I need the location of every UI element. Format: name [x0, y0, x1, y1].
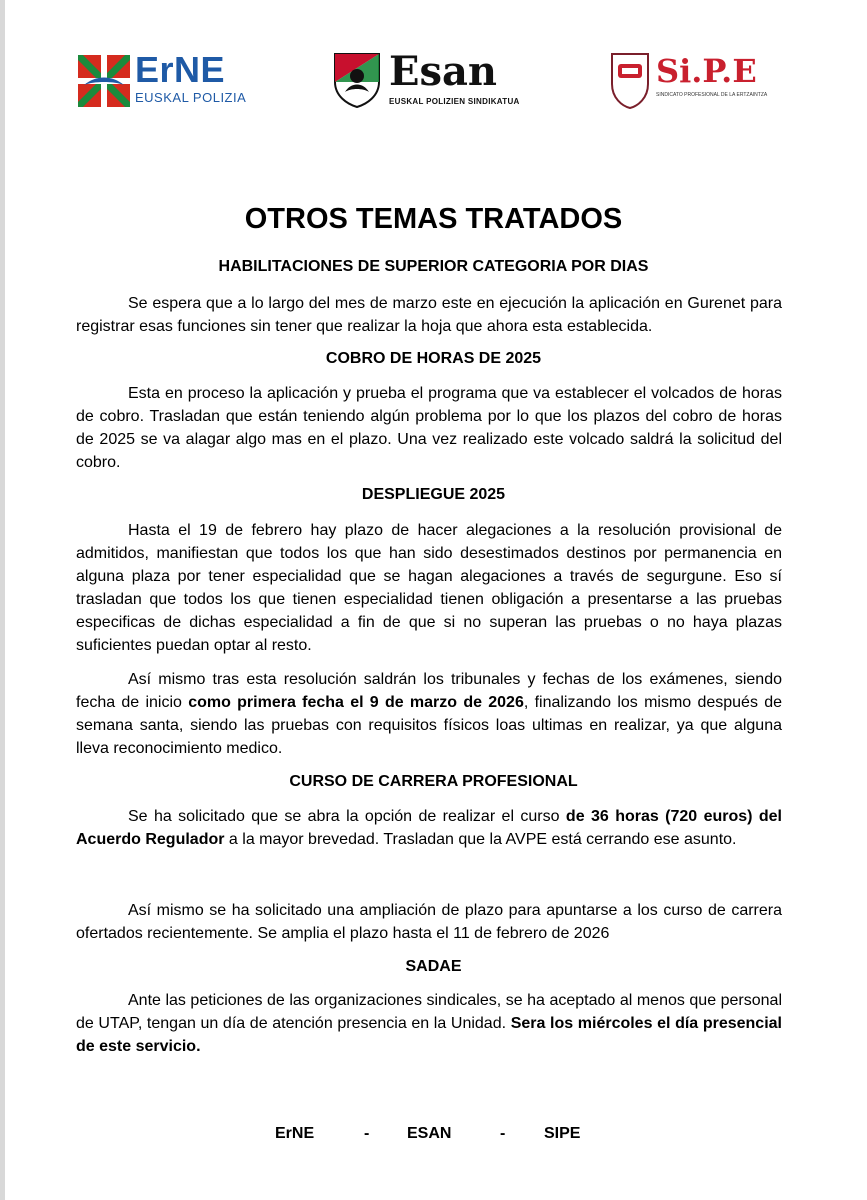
erne-logo: [78, 49, 247, 110]
paragraph: Hasta el 19 de febrero hay plazo de hacer alegaciones a la resolución provisional de admitidos, manifiestan que todos los que han sido desestimados destinos por permanencia en alguna plaza por tener especialidad que se hagan alegaciones a través de segurgune. Eso sí trasladan que todos los que tienen especialidad tienen obligación a presentarse a las pruebas especificas de dichas especialidad a fin de que si no superan las pruebas o no haya plazas suficientes puedan optar al resto.: [76, 522, 782, 654]
erne-logo-text: ErNE: [135, 49, 226, 90]
section-heading-cobro-horas: COBRO DE HORAS DE 2025: [325, 350, 542, 367]
sipe-logo-text: Si.P.E: [656, 52, 757, 90]
paragraph: Así mismo se ha solicitado una ampliación de plazo para apuntarse a los curso de carrera ofertados recientemente. Se amplia el plazo hasta el 11 de febrero de 2026: [76, 902, 782, 942]
footer-org-erne: ErNE: [275, 1125, 315, 1142]
paragraph: [76, 989, 782, 1058]
paragraph: [76, 668, 782, 760]
paragraph-text: , finalizando los mismo después de semana santa, siendo las pruebas con requisitos físicos loas ultimas en realizar, ya que alguna lleva reconocimiento medico.: [76, 694, 783, 757]
highlighted-day: Sera los miércoles el día presencial de este servicio.: [76, 1015, 782, 1055]
paragraph: [76, 805, 782, 851]
paragraph-text: a la mayor brevedad. Trasladan que la AVPE está cerrando ese asunto.: [224, 831, 737, 848]
page-edge: [0, 0, 5, 1200]
section-heading-sadae: SADAE: [405, 958, 462, 975]
sipe-logo-subtitle: SINDICATO PROFESIONAL DE LA ERTZAINTZA: [656, 92, 768, 98]
esan-logo: [333, 48, 520, 110]
footer-org-esan: ESAN: [407, 1125, 452, 1142]
esan-logo-text: Esan: [389, 48, 498, 95]
esan-logo-subtitle: EUSKAL POLIZIEN SINDIKATUA: [389, 97, 520, 106]
ikurrina-emblem-icon: [78, 55, 130, 107]
section-heading-habilitaciones: HABILITACIONES DE SUPERIOR CATEGORIA POR DIAS: [218, 258, 649, 275]
sipe-emblem-icon: [608, 50, 652, 110]
sipe-logo: [608, 44, 772, 112]
shield-icon: [333, 52, 381, 108]
footer-separator: -: [500, 1125, 506, 1142]
footer-org-sipe: SIPE: [544, 1125, 581, 1142]
highlighted-date: como primera fecha el 9 de marzo de 2026: [188, 694, 524, 711]
page-title: OTROS TEMAS TRATADOS: [244, 203, 623, 235]
erne-logo-subtitle: EUSKAL POLIZIA: [135, 90, 247, 105]
paragraph: Esta en proceso la aplicación y prueba el programa que va establecer el volcados de horas de cobro. Trasladan que están teniendo algún problema por lo que los plazos del cobro de horas de 2025 se va alagar algo mas en el plazo. Una vez realizado este volcado saldrá la solicitud del cobro.: [76, 385, 782, 471]
paragraph: Se espera que a lo largo del mes de marzo este en ejecución la aplicación en Gurenet para registrar esas funciones sin tener que realizar la hoja que ahora esta establecida.: [76, 295, 782, 335]
section-heading-curso-carrera: CURSO DE CARRERA PROFESIONAL: [289, 773, 578, 790]
section-heading-despliegue: DESPLIEGUE 2025: [361, 486, 506, 503]
paragraph-text: Así mismo tras esta resolución saldrán los tribunales y fechas de los exámenes, siendo fecha de inicio: [76, 671, 782, 711]
footer-separator: -: [364, 1125, 370, 1142]
paragraph-text: Ante las peticiones de las organizaciones sindicales, se ha aceptado al menos que personal de UTAP, tengan un día de atención presencia en la Unidad.: [76, 992, 782, 1032]
highlighted-course: de 36 horas (720 euros) del Acuerdo Regulador: [76, 808, 782, 848]
paragraph-text: Se ha solicitado que se abra la opción de realizar el curso: [128, 808, 566, 825]
